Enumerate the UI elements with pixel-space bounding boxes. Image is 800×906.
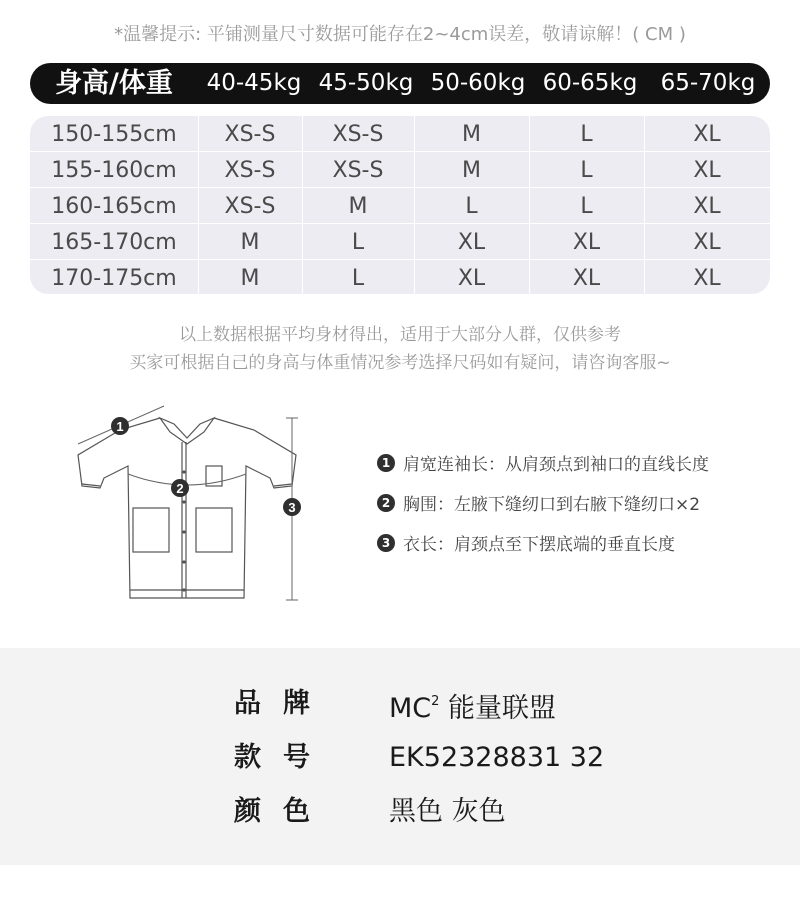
color-value: 黑色 灰色 [389, 796, 506, 827]
button [182, 500, 185, 503]
legend-item [377, 534, 675, 556]
size-cell: XL [457, 230, 486, 255]
legend-number-3: 3 [377, 534, 395, 552]
left-pocket [133, 508, 169, 552]
size-cell: M [240, 230, 260, 255]
size-cell: L [580, 122, 593, 147]
size-cell: XL [693, 230, 721, 255]
button [182, 530, 185, 533]
size-cell: M [462, 122, 481, 147]
size-cell: L [580, 194, 593, 219]
model-label: 款号 [234, 742, 332, 773]
height-cell: 155-160cm [51, 158, 177, 183]
footnote-line-1: 以上数据根据平均身材得出，适用于大部分人群，仅供参考 [179, 325, 621, 345]
marker-2-label: 2 [176, 481, 184, 496]
size-cell: M [240, 266, 260, 291]
header-weight-col-2: 45-50kg [318, 70, 414, 96]
button [182, 560, 185, 563]
size-cell: XS-S [224, 122, 276, 147]
height-cell: 165-170cm [51, 230, 177, 255]
size-cell: XL [693, 122, 721, 147]
table-row [30, 152, 770, 187]
table-row [30, 116, 770, 151]
product-info-panel [0, 648, 800, 865]
size-cell: L [465, 194, 478, 219]
height-cell: 150-155cm [51, 122, 177, 147]
table-row [30, 260, 770, 294]
brand-superscript: 2 [431, 694, 440, 709]
size-cell: XL [572, 266, 601, 291]
marker-3-label: 3 [288, 500, 296, 515]
legend-item [377, 454, 709, 476]
size-cell: XL [693, 194, 721, 219]
button [182, 470, 185, 473]
legend-number-2: 2 [377, 494, 395, 512]
brand-prefix: MC [389, 693, 432, 724]
size-cell: XS-S [224, 194, 276, 219]
color-label: 颜色 [234, 796, 332, 827]
header-weight-col-5: 65-70kg [660, 70, 756, 96]
size-cell: XS-S [224, 158, 276, 183]
size-chart-body [30, 116, 770, 294]
brand-label: 品牌 [234, 688, 332, 719]
marker-1-label: 1 [116, 419, 124, 434]
size-chart-header [30, 63, 770, 104]
model-row [0, 738, 800, 778]
size-cell: XL [693, 266, 721, 291]
header-height-weight: 身高/体重 [55, 68, 173, 99]
robe-collar [160, 418, 214, 444]
brand-value [389, 684, 556, 729]
size-cell: XL [457, 266, 486, 291]
legend-item [377, 494, 700, 516]
robe-measurement-diagram [70, 400, 310, 610]
size-cell: XL [572, 230, 601, 255]
size-cell: M [348, 194, 368, 219]
size-cell: XS-S [332, 158, 384, 183]
size-cell: M [462, 158, 481, 183]
height-cell: 160-165cm [51, 194, 177, 219]
button [182, 588, 185, 591]
size-cell: XL [693, 158, 721, 183]
color-row [0, 792, 800, 832]
measurement-notice: *温馨提示: 平铺测量尺寸数据可能存在2~4cm误差，敬请谅解！( CM ) [114, 24, 686, 45]
header-weight-col-4: 60-65kg [542, 70, 638, 96]
header-weight-col-1: 40-45kg [206, 70, 302, 96]
model-value: EK52328831 32 [389, 742, 605, 773]
height-cell: 170-175cm [51, 266, 177, 291]
header-weight-col-3: 50-60kg [430, 70, 526, 96]
size-cell: L [580, 158, 593, 183]
brand-row [0, 684, 800, 724]
brand-name: 能量联盟 [439, 693, 557, 724]
legend-text: 胸围：左腋下缝纫口到右腋下缝纫口×2 [403, 495, 701, 515]
footnote-line-2: 买家可根据自己的身高与体重情况参考选择尺码如有疑问，请咨询客服~ [129, 353, 671, 373]
size-cell: XS-S [332, 122, 384, 147]
legend-number-1: 1 [377, 454, 395, 472]
right-pocket [196, 508, 232, 552]
table-row [30, 224, 770, 259]
legend-text: 衣长：肩颈点至下摆底端的垂直长度 [403, 535, 675, 555]
size-cell: L [351, 266, 365, 291]
legend-text: 肩宽连袖长：从肩颈点到袖口的直线长度 [403, 455, 709, 475]
size-cell: L [351, 230, 365, 255]
robe-outline [78, 418, 296, 598]
table-row [30, 188, 770, 223]
